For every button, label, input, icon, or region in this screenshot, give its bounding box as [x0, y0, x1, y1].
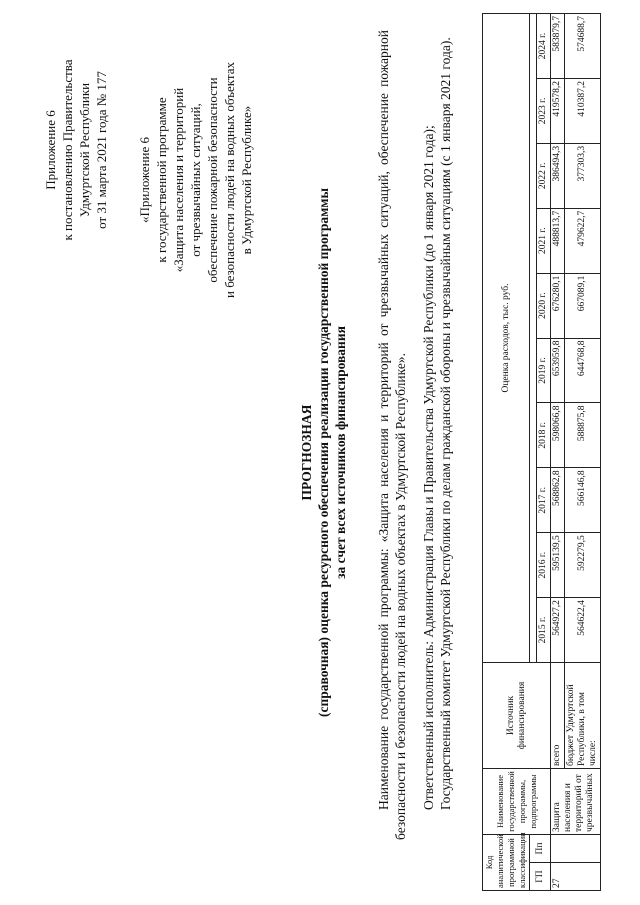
appendix-line: в Удмуртской Республике»	[239, 105, 254, 255]
appendix-line: к государственной программе	[154, 97, 169, 263]
cell-value: 583879,7	[551, 14, 565, 79]
cell-source: бюджет Удмуртской Республики, в том числе:	[565, 663, 601, 769]
cell-value: 377303,3	[565, 143, 601, 208]
table-header-row	[483, 14, 530, 891]
year-header: 2019 г.	[537, 338, 551, 403]
appendix-line: Удмуртской Республики	[77, 82, 92, 218]
heading-subtitle-2: за счет всех источников финансирования	[333, 326, 348, 579]
header-pp: Пп	[530, 835, 551, 863]
appendix-decree-note	[42, 20, 110, 280]
appendix-line: «Защита населения и территорий	[171, 87, 186, 273]
appendix-line: Приложение 6	[43, 110, 58, 190]
table-row	[551, 14, 565, 891]
appendix-line: и безопасности людей на водных объектах	[222, 62, 237, 298]
heading-subtitle: (справочная) оценка ресурсного обеспечения реализации государственной программы	[316, 187, 331, 718]
year-header: 2020 г.	[537, 273, 551, 338]
executor-paragraph	[420, 30, 454, 840]
program-name-paragraph	[375, 30, 409, 840]
year-header: 2024 г.	[537, 14, 551, 79]
cell-value: 598066,8	[551, 403, 565, 468]
cell-value: 644768,8	[565, 338, 601, 403]
cell-value: 488813,7	[551, 208, 565, 273]
year-header: 2018 г.	[537, 403, 551, 468]
year-header: 2023 г.	[537, 78, 551, 143]
cell-program-name: Защита населения и территорий от чрезвычайных	[551, 769, 601, 835]
cell-value: 410387,2	[565, 78, 601, 143]
appendix-line: обеспечение пожарной безопасности	[205, 77, 220, 283]
executor-line-1: Ответственный исполнитель: Администрация Главы и Правительства Удмуртской Республики (до 1 января 2021 года);	[421, 125, 436, 810]
cell-value: 676280,1	[551, 273, 565, 338]
cell-value: 564622,4	[565, 598, 601, 663]
cell-value: 588875,8	[565, 403, 601, 468]
header-gp: ГП	[530, 863, 551, 891]
funding-table	[482, 13, 601, 891]
funding-table-wrapper	[482, 13, 601, 891]
cell-value: 574688,7	[565, 14, 601, 79]
cell-value: 386494,3	[551, 143, 565, 208]
header-code: Код аналитической программной классификации	[483, 835, 530, 891]
year-header: 2015 г.	[537, 598, 551, 663]
appendix-line: к постановлению Правительства	[60, 59, 75, 241]
year-header: 2022 г.	[537, 143, 551, 208]
cell-gp: 27	[551, 863, 601, 891]
year-header: 2016 г.	[537, 533, 551, 598]
program-name-text: Наименование государственной программы: «Защита населения и территорий от чрезвычайных ситуаций, обеспечение пожарной безопасности и безопасности людей на водных объектах в Удмуртской Республике».	[376, 30, 408, 840]
cell-value: 566146,8	[565, 468, 601, 533]
executor-line-2: Государственный комитет Удмуртской Республики по делам гражданской обороны и чрезвычайным ситуациям (с 1 января 2021 года).	[438, 37, 453, 810]
cell-pp	[551, 835, 601, 863]
header-spacer	[530, 14, 537, 663]
cell-value: 595139,5	[551, 533, 565, 598]
document-heading	[298, 0, 349, 905]
appendix-program-note	[136, 20, 255, 340]
cell-value: 568862,8	[551, 468, 565, 533]
table-row	[565, 14, 601, 891]
cell-value: 479622,7	[565, 208, 601, 273]
year-header: 2017 г.	[537, 468, 551, 533]
cell-value: 653959,8	[551, 338, 565, 403]
appendix-line: от 31 марта 2021 года № 177	[94, 71, 109, 229]
cell-value: 667089,1	[565, 273, 601, 338]
header-source: Источник финансирования	[483, 663, 551, 769]
header-name: Наименование государственной программы, подпрограммы	[483, 769, 551, 835]
cell-source: всего	[551, 663, 565, 769]
cell-value: 564927,2	[551, 598, 565, 663]
header-estimate: Оценка расходов, тыс. руб.	[483, 14, 530, 663]
cell-value: 419578,2	[551, 78, 565, 143]
heading-title: ПРОГНОЗНАЯ	[299, 404, 314, 501]
appendix-line: от чрезвычайных ситуаций,	[188, 103, 203, 257]
year-header: 2021 г.	[537, 208, 551, 273]
appendix-line: «Приложение 6	[137, 136, 152, 224]
cell-value: 592279,5	[565, 533, 601, 598]
